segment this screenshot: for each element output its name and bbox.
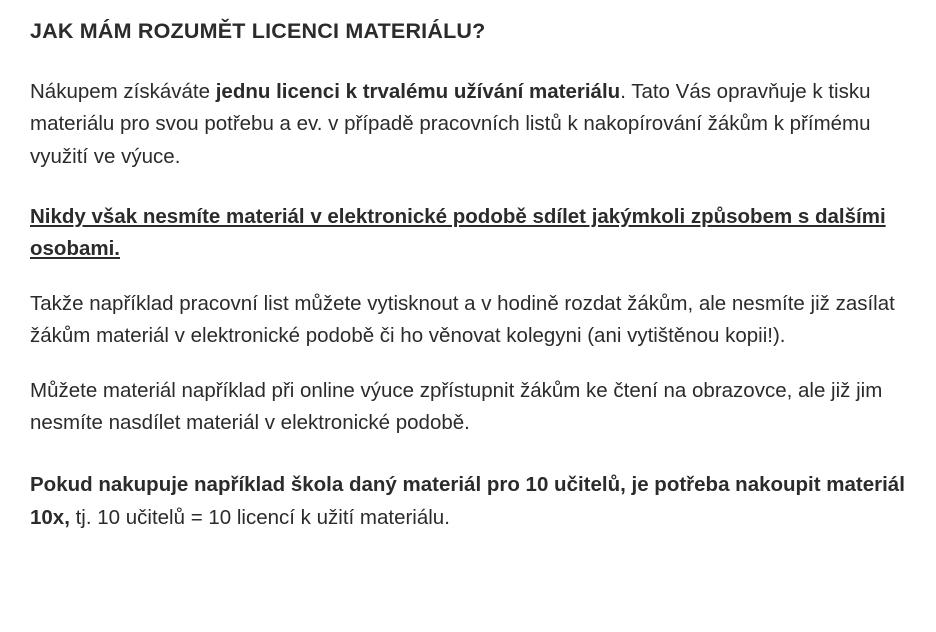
paragraph-sharing-prohibition <box>30 201 906 266</box>
text-segment: jednu licenci k trvalému užívání materiálu <box>215 79 621 103</box>
page-title: JAK MÁM ROZUMĚT LICENCI MATERIÁLU? <box>30 19 486 43</box>
text-segment: Nákupem získáváte <box>30 79 216 103</box>
text-segment: tj. 10 učitelů = 10 licencí k užití materiálu. <box>69 505 450 529</box>
text-segment: Pokud nakupuje například škola daný materiál pro 10 učitelů, je potřeba nakoupit materiál 10x, <box>30 473 905 529</box>
paragraph-school-purchase <box>30 469 906 534</box>
text-segment: Nikdy však nesmíte materiál v elektronické podobě sdílet jakýmkoli způsobem s dalšími osobami. <box>30 205 886 261</box>
text-segment: . Tato Vás opravňuje k tisku materiálu pro svou potřebu a ev. v případě pracovních listů k nakopírování žákům k přímému využití ve výuce. <box>30 79 871 168</box>
paragraph-online-teaching <box>30 375 906 440</box>
text-segment: Můžete materiál například při online výuce zpřístupnit žákům ke čtení na obrazovce, ale již jim nesmíte nasdílet materiál v elektronické podobě. <box>30 378 883 434</box>
paragraph-purchase-license <box>30 76 906 173</box>
text-segment: Takže například pracovní list můžete vytisknout a v hodině rozdat žákům, ale nesmíte již zasílat žákům materiál v elektronické podobě či ho věnovat kolegyni (ani vytištěnou kopii!). <box>30 291 895 348</box>
paragraph-worksheet-example <box>30 288 906 353</box>
document-body <box>30 76 906 534</box>
